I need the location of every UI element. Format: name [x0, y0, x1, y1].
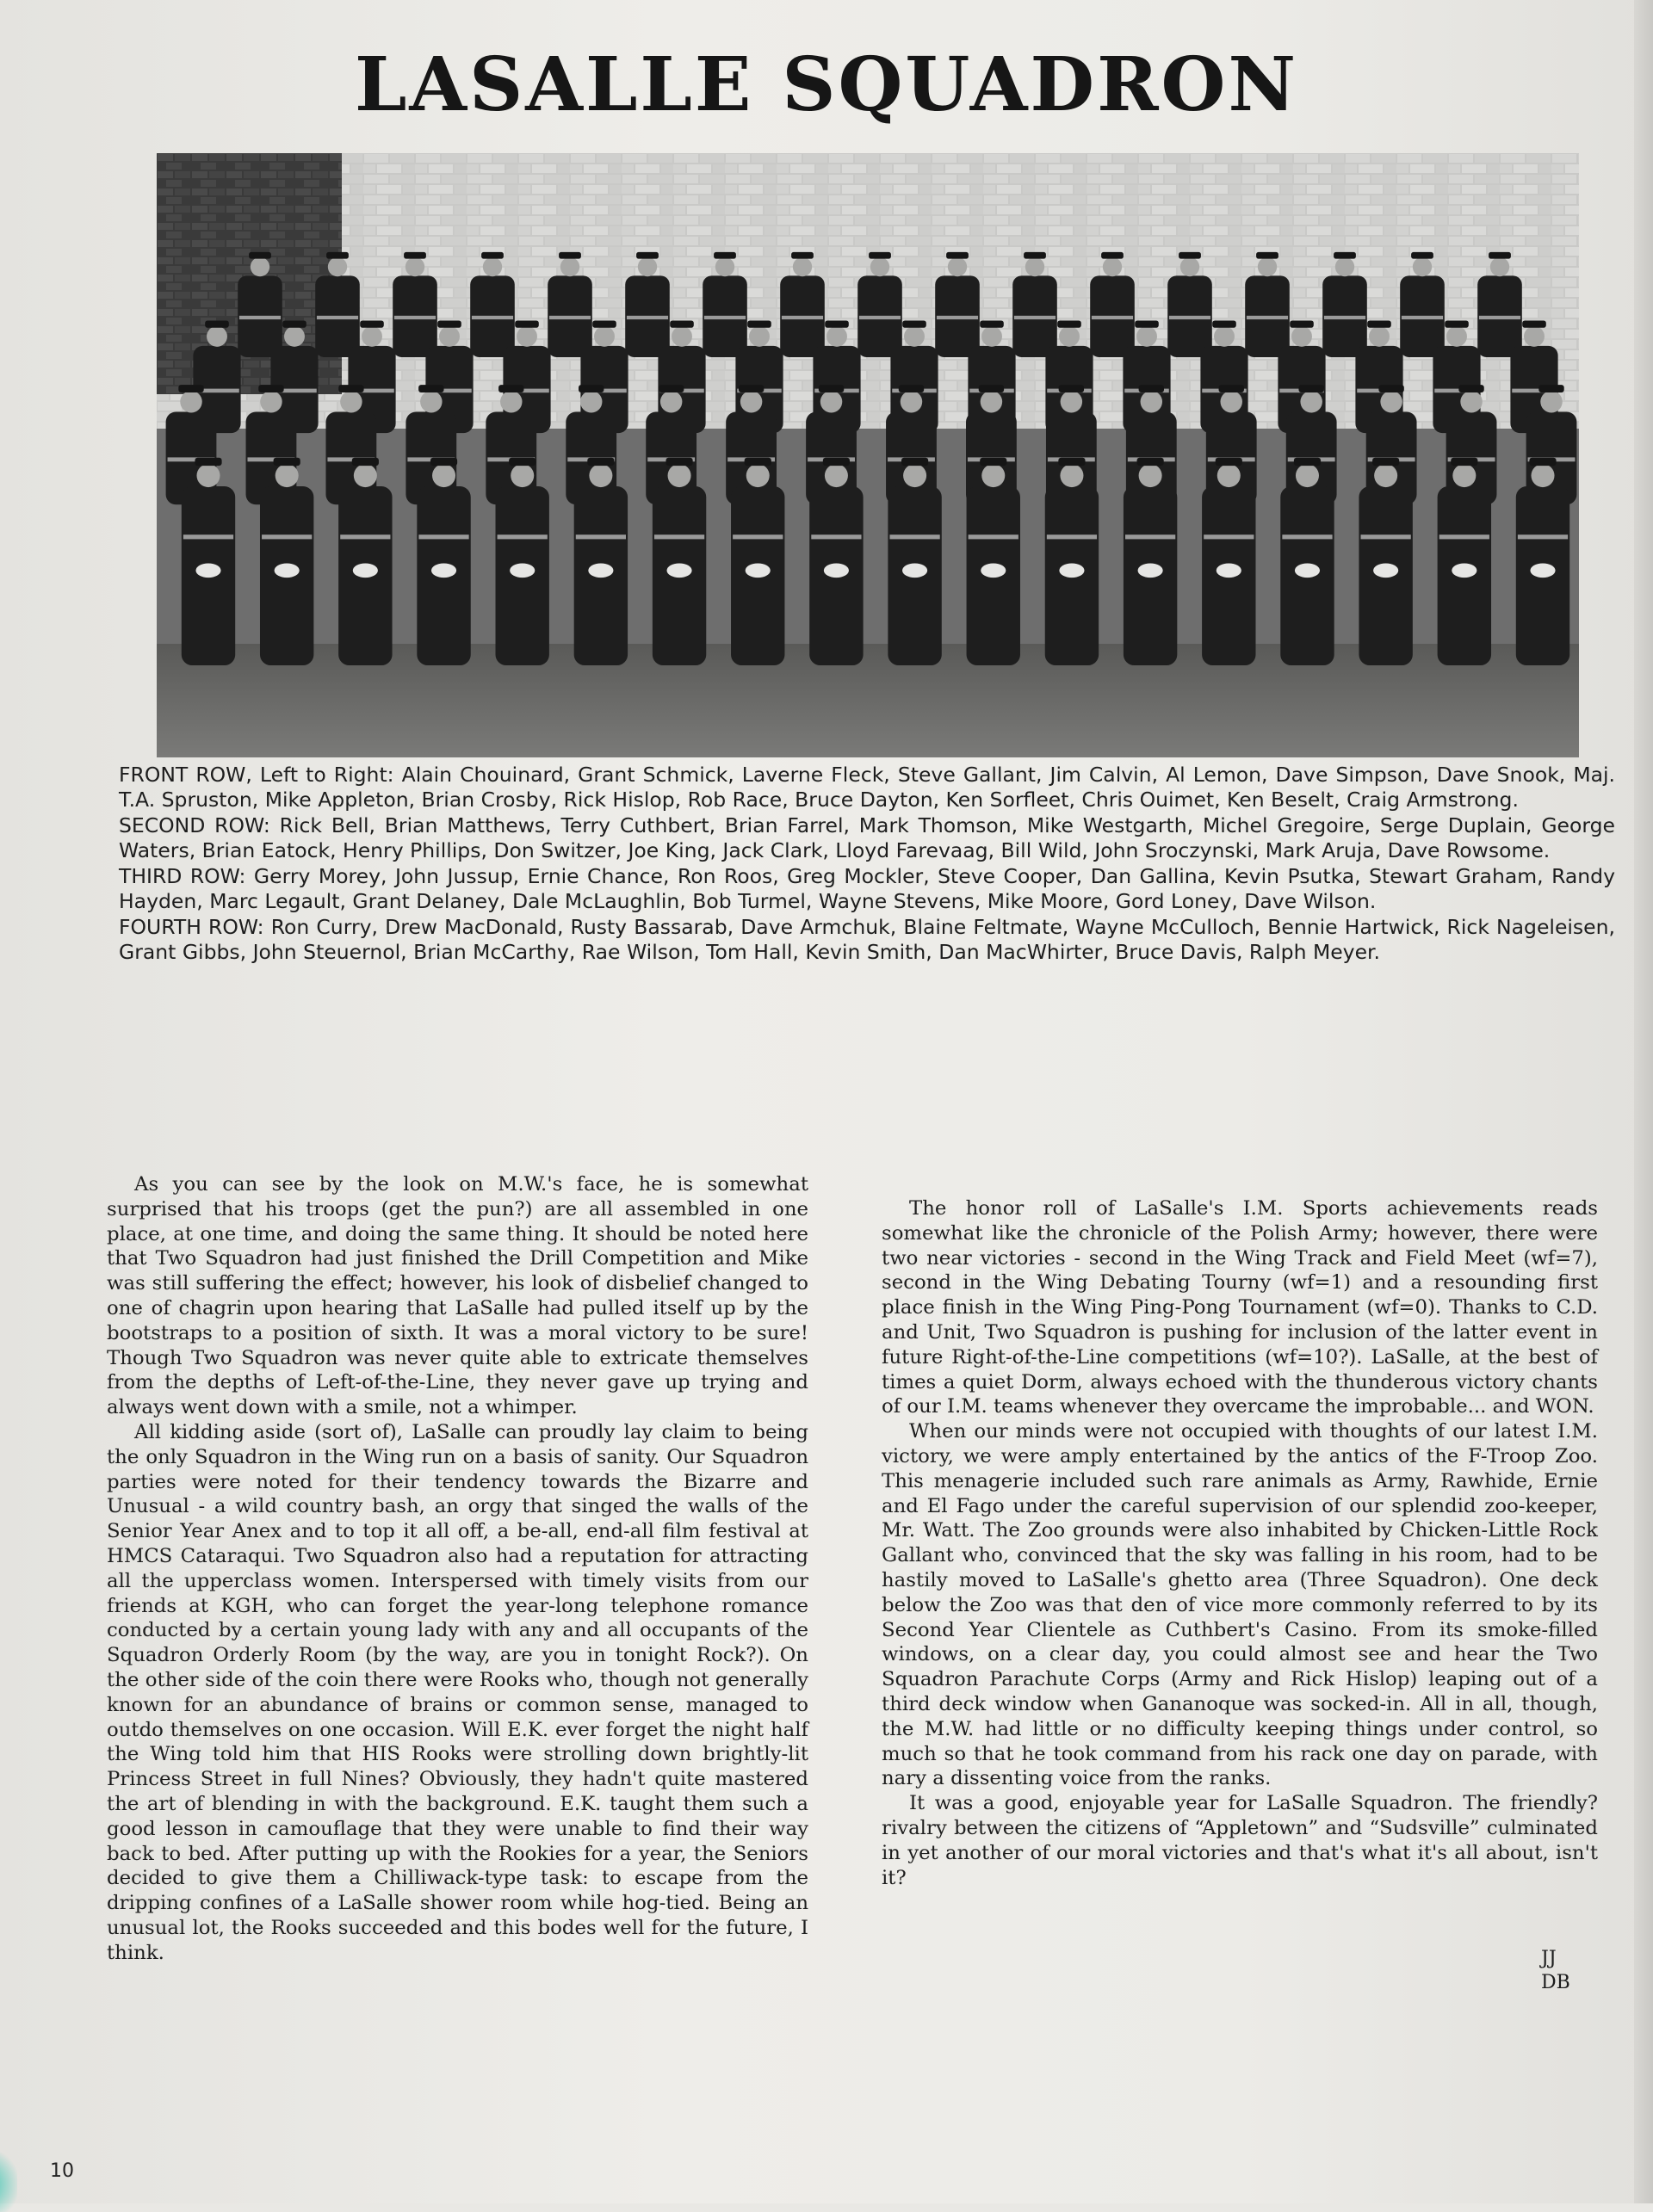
photo-figure [417, 458, 470, 665]
photo-figure [1202, 458, 1255, 665]
author-initials [1541, 1947, 1570, 1995]
article-right-column [882, 1196, 1598, 1890]
page-title: LASALLE SQUADRON [354, 41, 1299, 128]
photo-figure [1359, 458, 1412, 665]
photo-figure [496, 458, 549, 665]
photo-figure [574, 458, 628, 665]
article-paragraph: It was a good, enjoyable year for LaSalle Squadron. The friendly? rivalry between the citizens of “Appletown” and “Sudsville” culminated in yet another of our moral victories and that's what it's all about, isn't it? [882, 1792, 1598, 1889]
photo-figure [260, 458, 313, 665]
article-left-column [107, 1172, 808, 1966]
article-paragraph: When our minds were not occupied with thoughts of our latest I.M. victory, we were amply entertained by the antics of the F-Troop Zoo. This menagerie included such rare animals as Army, Rawhide, Ernie and El Fago under the careful supervision of our splendid zoo-keeper, Mr. Watt. The Zoo grounds were also inhabited by Chicken-Little Rock Gallant who, convinced that the sky was falling in his room, had to be hastily moved to LaSalle's ghetto area (Three Squadron). One deck below the Zoo was that den of vice more commonly referred to by its Second Year Clientele as Cuthbert's Casino. From its smoke-filled windows, on a clear day, you could almost see and hear the Two Squadron Parachute Corps (Army and Rick Hislop) leaping out of a third deck window when Gananoque was socked-in. All in all, though, the M.W. had little or no difficulty keeping things under control, so much so that he took command from his rack one day on parade, with nary a dissenting voice from the ranks. [882, 1420, 1598, 1790]
photo-figure [1045, 458, 1099, 665]
article-paragraph: All kidding aside (sort of), LaSalle can proudly lay claim to being the only Squadron in the Wing run on a basis of sanity. Our Squadron parties were noted for their tendency towards the Bizarre and Unusual - a wild country bash, an orgy that singed the walls of the Senior Year Anex and to top it all off, a be-all, end-all film festival at HMCS Cataraqui. Two Squadron also had a reputation for attracting all the upperclass women. Interspersed with timely visits from our friends at KGH, who can forget the year-long telephone romance conducted by a certain young lady with any and all occupants of the Squadron Orderly Room (by the way, are you in tonight Rock?). On the other side of the coin there were Rooks who, though not generally known for an abundance of brains or common sense, managed to outdo themselves on one occasion. Will E.K. ever forget the night half the Wing told him that HIS Rooks were strolling down brightly-lit Princess Street in full Nines? Obviously, they hadn't quite mastered the art of blending in with the background. E.K. taught them such a good lesson in camouflage that they were unable to find their way back to bed. After putting up with the Rookies for a year, the Seniors decided to give them a Chilliwack-type task: to escape from the dripping confines of a LaSalle shower room while hog-tied. Being an unusual lot, the Rooks succeeded and this bodes well for the future, I think. [107, 1420, 808, 1964]
photo-figure [1124, 458, 1177, 665]
article-paragraph: As you can see by the look on M.W.'s face, he is somewhat surprised that his troops (get the pun?) are all assembled in one place, at one time, and doing the same thing. It should be noted here that Two Squadron had just finished the Drill Competition and Mike was still suffering the effect; however, his look of disbelief changed to one of chagrin upon hearing that LaSalle had pulled itself up by the bootstraps to a position of sixth. It was a moral victory to be sure! Though Two Squadron was never quite able to extricate themselves from the depths of Left-of-the-Line, they never gave up trying and always went down with a smile, not a whimper. [107, 1173, 808, 1419]
page-number: 10 [50, 2160, 74, 2182]
photo-figure [182, 458, 235, 665]
photo-figure [731, 458, 784, 665]
photo-figure [653, 458, 706, 665]
article-paragraph: The honor roll of LaSalle's I.M. Sports achievements reads somewhat like the chronicle of the Polish Army; however, there were two near victories - second in the Wing Track and Field Meet (wf=7), second in the Wing Debating Tourny (wf=1) and a resounding first place finish in the Wing Ping-Pong Tournament (wf=0). Thanks to C.D. and Unit, Two Squadron is pushing for inclusion of the latter event in future Right-of-the-Line competitions (wf=10?). LaSalle, at the best of times a quiet Dorm, always echoed with the thunderous victory chants of our I.M. teams whenever they overcame the improbable... and WON. [882, 1197, 1598, 1418]
caption-front-row: FRONT ROW, Left to Right: Alain Chouinard, Grant Schmick, Laverne Fleck, Steve Gallant, Jim Calvin, Al Lemon, Dave Simpson, Dave Snook, Maj. T.A. Spruston, Mike Appleton, Brian Crosby, Rick Hislop, Rob Race, Bruce Dayton, Ken Sorfleet, Chris Ouimet, Ken Beselt, Craig Armstrong. [119, 763, 1615, 812]
author-initials-line: JJ [1541, 1948, 1557, 1969]
photo-figure [809, 458, 863, 665]
photo-figure [338, 458, 392, 665]
squadron-group-photo [157, 153, 1579, 757]
author-initials-line: DB [1541, 1972, 1570, 1993]
photo-figure [888, 458, 941, 665]
photo-figure [1438, 458, 1491, 665]
caption-second-row: SECOND ROW: Rick Bell, Brian Matthews, Terry Cuthbert, Brian Farrel, Mark Thomson, Mike Westgarth, Michel Gregoire, Serge Duplain, George Waters, Brian Eatock, Henry Phillips, Don Switzer, Joe King, Jack Clark, Lloyd Farevaag, Bill Wild, John Sroczynski, Mark Aruja, Dave Rowsome. [119, 813, 1615, 862]
photo-caption [119, 763, 1615, 966]
photo-figure [1280, 458, 1334, 665]
page-edge-shadow [1634, 0, 1653, 2203]
caption-third-row: THIRD ROW: Gerry Morey, John Jussup, Ernie Chance, Ron Roos, Greg Mockler, Steve Cooper, Dan Gallina, Kevin Psutka, Stewart Graham, Randy Hayden, Marc Legault, Grant Delaney, Dale McLaughlin, Bob Turmel, Wayne Stevens, Mike Moore, Gord Loney, Dave Wilson. [119, 864, 1615, 913]
caption-fourth-row: FOURTH ROW: Ron Curry, Drew MacDonald, Rusty Bassarab, Dave Armchuk, Blaine Feltmate, Wayne McCulloch, Bennie Hartwick, Rick Nageleisen, Grant Gibbs, John Steuernol, Brian McCarthy, Rae Wilson, Tom Hall, Kevin Smith, Dan MacWhirter, Bruce Davis, Ralph Meyer. [119, 915, 1615, 964]
decorative-edge-tint [0, 2143, 17, 2212]
photo-figure [967, 458, 1020, 665]
photo-figure [1516, 458, 1569, 665]
